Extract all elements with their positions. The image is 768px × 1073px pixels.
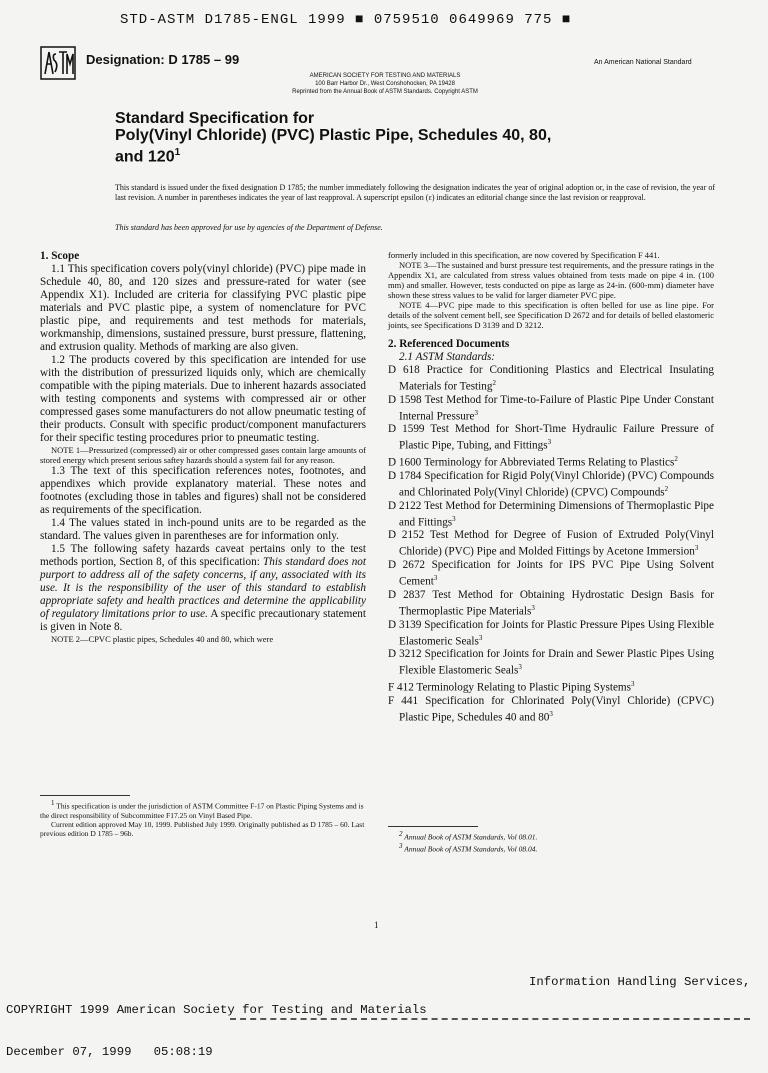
national-standard-label: An American National Standard [594, 59, 692, 66]
footnote-text: Annual Book of ASTM Standards, Vol 08.01. [404, 832, 538, 842]
reference-footnote-ref: 3 [452, 514, 456, 523]
reference-footnote-ref: 3 [478, 633, 483, 642]
astm-logo [40, 46, 76, 80]
paragraph-text: 1.5 The following safety hazards caveat pertains only to the test methods portion, Section 8, of this specification: [40, 543, 366, 568]
approval-statement: This standard has been approved for use by agencies of the Department of Defense. [115, 223, 383, 232]
reference-item [388, 589, 714, 619]
issuance-statement: This standard is issued under the fixed designation D 1785; the number immediately following the designation indicates the year of original adoption or, in the case of revision, the year of last revision. A number in parentheses indicates the year of last reapproval. A superscript epsilon (ε) indicates an editorial change since the last revision or reapproval. [115, 183, 715, 202]
reference-text: D 2122 Test Method for Determining Dimensions of Thermoplastic Pipe and Fittings [388, 499, 714, 529]
title-line-text: and 120 [115, 148, 175, 166]
reference-text: D 1598 Test Method for Time-to-Failure of Plastic Pipe Under Constant Internal Pressure [388, 393, 714, 423]
reference-footnote-ref: 3 [630, 680, 635, 689]
section-heading: 2. Referenced Documents [388, 338, 510, 350]
copyright-block [6, 975, 427, 1073]
reference-footnote-ref: 3 [474, 408, 478, 417]
reference-item [388, 453, 714, 470]
footnote-text: Annual Book of ASTM Standards, Vol 08.04. [404, 844, 538, 853]
title-line: Standard Specification for [115, 110, 315, 127]
publisher-info [200, 72, 570, 96]
note: NOTE 4—PVC pipe made to this specification is often belled for use as line pipe. For details of the solvent cement bell, see Specification D 2672 and for details of belled elastomeric joints, see Specifications D 3139 and D 3212. [388, 300, 714, 330]
reference-list [388, 364, 714, 725]
paragraph-text: A specific precautionary statement is given in Note 8. [40, 608, 367, 633]
reference-text: D 1600 Terminology for Abbreviated Terms Relating to Plastics [388, 456, 675, 469]
copyright-line: COPYRIGHT 1999 American Society for Testing and Materials [6, 1003, 427, 1017]
footnote-rule [388, 826, 478, 827]
reference-item [388, 695, 714, 725]
copyright-date: December 07, 1999 05:08:19 [6, 1045, 213, 1059]
note: NOTE 3—The sustained and burst pressure test requirements, and the pressure ratings in the Appendix X1, are calculated from stress values obtained from tests made on pipe 4 in. (100 mm) and smaller. However, tests conducted on pipe as large as 24-in. (600-mm) diameter have shown these stress values to be valid for larger diameter PVC pipe. [388, 260, 714, 300]
reference-footnote-ref: 3 [433, 574, 438, 583]
reference-footnote-ref: 3 [549, 709, 553, 718]
reference-item [388, 394, 714, 424]
reference-footnote-ref: 3 [531, 603, 535, 612]
reference-item [388, 470, 714, 500]
reference-text: D 2152 Test Method for Degree of Fusion of Extruded Poly(Vinyl Chloride) (PVC) Pipe and Molded Fittings by Acetone Immersion [388, 529, 714, 559]
reference-footnote-ref: 3 [694, 544, 699, 553]
reference-item [388, 619, 714, 649]
provider-label: Information Handling Services, [529, 975, 751, 989]
paragraph: 1.3 The text of this specification references notes, footnotes, and appendixes which provide explanatory material. These notes and footnotes (excluding those in tables and figures) shall not be considered as requirements of the specification. [40, 465, 366, 516]
reference-text: F 441 Specification for Chlorinated Poly(Vinyl Chloride) (CPVC) Plastic Pipe, Schedules 40 and 80 [388, 694, 714, 724]
document-title [115, 110, 715, 165]
reference-text: D 2837 Test Method for Obtaining Hydrostatic Design Basis for Thermoplastic Pipe Materials [388, 588, 714, 618]
footnote-marker: 3 [399, 841, 403, 850]
section-heading: 1. Scope [40, 250, 80, 262]
left-column [40, 250, 366, 644]
reprint-line: Reprinted from the Annual Book of ASTM Standards. Copyright ASTM [292, 89, 478, 95]
reference-text: D 3212 Specification for Joints for Drain and Sewer Plastic Pipes Using Flexible Elastomeric Seals [388, 648, 714, 678]
publisher-address: 100 Barr Harbor Dr., West Conshohocken, PA 19428 [315, 81, 455, 87]
reference-item [388, 423, 714, 453]
footnote [40, 799, 366, 820]
subsection-heading: 2.1 ASTM Standards: [399, 351, 496, 363]
reference-item [388, 500, 714, 530]
reference-text: D 3139 Specification for Joints for Plastic Pressure Pipes Using Flexible Elastomeric Seals [388, 618, 714, 648]
page-number: 1 [374, 920, 379, 930]
footnotes-left [40, 795, 366, 838]
reference-item [388, 648, 714, 678]
publisher-line: AMERICAN SOCIETY FOR TESTING AND MATERIALS [309, 73, 461, 79]
reference-text: F 412 Terminology Relating to Plastic Piping Systems [388, 681, 631, 694]
title-footnote-ref: 1 [174, 147, 181, 158]
footnote [388, 842, 714, 854]
paragraph [40, 543, 366, 634]
footnote-marker: 1 [51, 799, 55, 807]
right-column [388, 250, 714, 725]
paragraph: 1.1 This specification covers poly(vinyl chloride) (PVC) pipe made in Schedule 40, 80, and 120 sizes and pressure-rated for water (see Appendix X1). Included are criteria for classifying PVC plastic pipe materials and PVC plastic pipe, a system of nomenclature for PVC plastic pipe, and requirements and test methods for materials, workmanship, dimensions, sustained pressure, burst pressure, flattening, and extrusion quality. Methods of marking are also given. [40, 263, 366, 353]
reference-text: D 1599 Test Method for Short-Time Hydraulic Failure Pressure of Plastic Pipe, Tubing, and Fittings [388, 423, 714, 453]
scan-artifact-line [230, 1018, 750, 1020]
reference-item [388, 529, 714, 559]
reference-footnote-ref: 3 [547, 438, 552, 447]
safety-caveat: This standard does not purport to address all of the safety concerns, if any, associated with its use. It is the responsibility of the user of this standard to establish appropriate safety and health practices and determine the applicability of regulatory limitations prior to use. [40, 556, 366, 620]
reference-item [388, 559, 714, 589]
footnotes-right [388, 826, 714, 853]
reference-item [388, 364, 714, 394]
note: NOTE 1—Pressurized (compressed) air or other compressed gases contain large amounts of stored energy which present serious saftey hazards should a system fail for any reason. [40, 445, 366, 465]
header-code: STD-ASTM D1785-ENGL 1999 ■ 0759510 0649969 775 ■ [120, 12, 572, 28]
designation: Designation: D 1785 – 99 [86, 52, 240, 67]
reference-text: D 618 Practice for Conditioning Plastics and Electrical Insulating Materials for Testing [388, 364, 714, 393]
reference-footnote-ref: 3 [518, 663, 522, 672]
paragraph: 1.2 The products covered by this specification are intended for use with the distribution of pressurized liquids only, which are chemically compatible with the piping materials. Due to inherent hazards associated with testing components and systems with compressed air or other compressed gases some manufacturers do not allow pneumatic testing of their products. Consult with specific product/component manufacturers for their specific testing procedures prior to pneumatic testing. [40, 354, 366, 444]
note: NOTE 2—CPVC plastic pipes, Schedules 40 and 80, which were [51, 634, 274, 644]
title-line [115, 144, 715, 165]
footnote-rule [40, 795, 130, 796]
title-line: Poly(Vinyl Chloride) (PVC) Plastic Pipe, Schedules 40, 80, [115, 127, 552, 144]
reference-item [388, 678, 714, 695]
paragraph: 1.4 The values stated in inch-pound units are to be regarded as the standard. The values given in parentheses are for information only. [40, 517, 366, 542]
reference-text: D 2672 Specification for Joints for IPS PVC Pipe Using Solvent Cement [388, 559, 714, 588]
footnote-marker: 2 [399, 830, 403, 838]
reference-footnote-ref: 2 [492, 379, 496, 387]
reference-footnote-ref: 2 [664, 484, 669, 493]
footnote-text: This specification is under the jurisdiction of ASTM Committee F-17 on Plastic Piping Systems and is the direct responsibility of Subcommittee F17.25 on Vinyl Based Pipe. [40, 801, 364, 820]
footnote [388, 830, 714, 842]
footnote: Current edition approved May 10, 1999. Published July 1999. Originally published as D 1785 – 60. Last previous edition D 1785 – 96b. [40, 819, 365, 838]
note-continuation: formerly included in this specification, are now covered by Specification F 441. [388, 250, 660, 260]
reference-footnote-ref: 2 [674, 455, 678, 464]
reference-text: D 1784 Specification for Rigid Poly(Vinyl Chloride) (PVC) Compounds and Chlorinated Poly(Vinyl Chloride) (CPVC) Compounds [388, 469, 714, 499]
